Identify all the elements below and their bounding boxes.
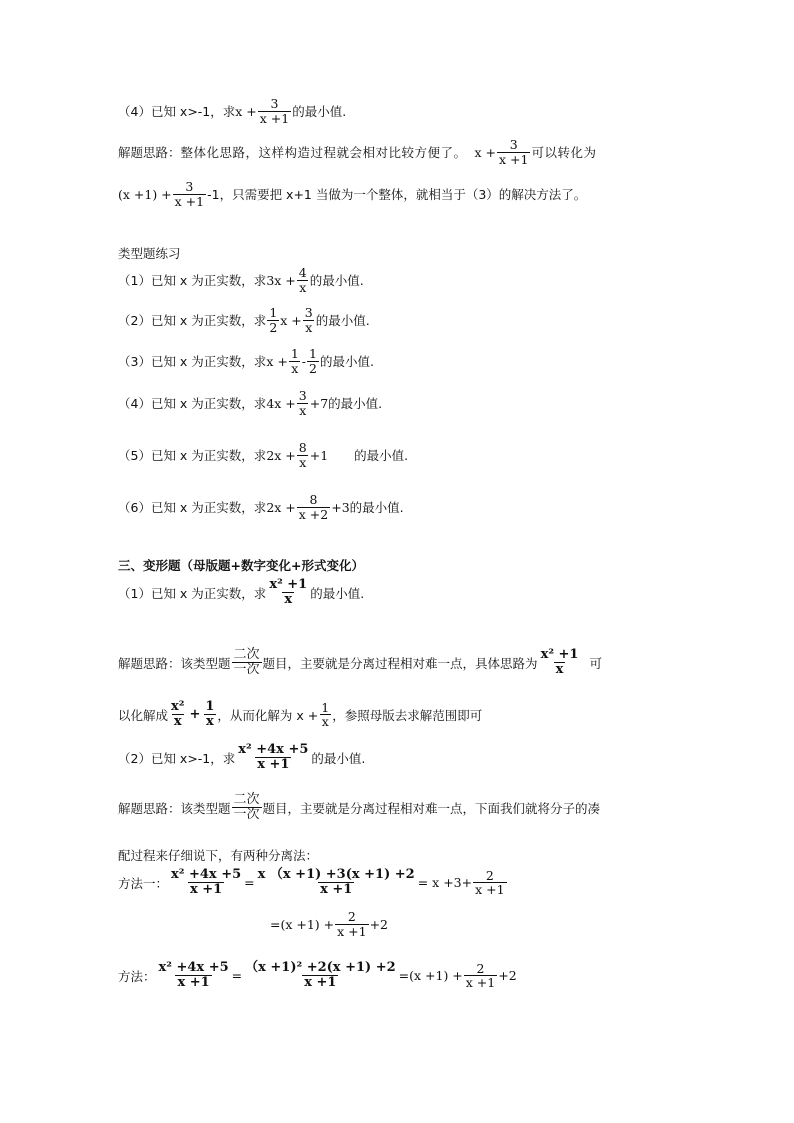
- fraction: $\frac{2}{x +1}$: [475, 867, 505, 898]
- hint-2-line-b: 以化解成 x² x + $\frac{1}{x}$ ，从而化解为 x + $\frac{1}{x}$ ，参照母版去求解范围即可: [118, 699, 483, 730]
- fraction: $\frac{8}{x}$: [298, 440, 307, 470]
- math-expr: x +: [235, 103, 257, 119]
- practice-item: （6） 已知 x 为正实数，求 2x + $\frac{8}{x +2}$ +3 的最小值.: [118, 492, 404, 522]
- hint-1-line: [118, 138, 597, 167]
- fraction: 二次 一次: [233, 792, 260, 823]
- fraction: $\frac{3}{x +1}$: [499, 137, 529, 167]
- method-2-line: 方法： $\frac{\text{x² +4x +5}}{x +1}$ = $\frac{\text{（x +1)² +2(x +1) +2}}{x +1}$ =(x +1) + $\frac{2}{x +1}$ +2: [118, 960, 517, 991]
- section-title-text: 三、变形题（母版题+数字变化+形式变化）: [118, 558, 364, 573]
- fraction: 1 2: [269, 305, 278, 335]
- method-1-line: 方法一： $\frac{\text{x² +4x +5}}{x +1}$ = $\frac{x (x +1) +3(x +1) +2}{x +1}$ = x +3+ $\frac{2}{x +1}$: [118, 867, 505, 898]
- variant-2-line: （2） 已知 x>-1，求 x² +4x +5 x +1 的最小值.: [118, 742, 366, 773]
- fraction: $\frac{3}{x +1}$: [259, 96, 290, 126]
- fraction: 二次 一次: [233, 647, 260, 678]
- fraction: x² +1 x: [269, 577, 308, 608]
- hint-3-line: 解题思路： 该类型题 二次 一次 题目，主要就是分离过程相对难一点，下面我们就将分子的凑: [118, 792, 601, 823]
- fraction: x² x: [171, 699, 185, 730]
- practice-title: [118, 244, 181, 262]
- fraction: $\frac{\text{x² +4x +5}}{x +1}$: [158, 960, 229, 991]
- hint-label: 解题思路：: [118, 145, 181, 161]
- fraction: $\frac{\text{x² +4x +5}}{x +1}$: [171, 867, 242, 898]
- practice-item: （3） 已知 x 为正实数，求 x + $\frac{1}{x}$ - 1 2 的最小值.: [118, 346, 374, 376]
- hint-text: 整体化思路，这样构造过程就会相对比较方便了。: [180, 145, 467, 161]
- fraction: $\frac{8}{x +2}$: [298, 492, 329, 522]
- hint-1-line-b: [118, 180, 586, 209]
- practice-item: （1） 已知 x 为正实数，求 3x + $\frac{4}{x}$ 的最小值.: [118, 265, 364, 295]
- practice-item: （5） 已知 x 为正实数，求 2x + $\frac{8}{x}$ +1 的最小值.: [118, 440, 409, 470]
- problem-suffix: 的最小值.: [292, 104, 347, 120]
- fraction: $\frac{3}{x +1}$: [174, 179, 205, 209]
- math-expr: (x +1) +: [118, 186, 172, 202]
- fraction: x² +4x +5 x +1: [238, 742, 309, 773]
- practice-item: （4） 已知 x 为正实数，求 4x + $\frac{3}{x}$ +7 的最小值.: [118, 388, 383, 418]
- math-expr: x +: [474, 144, 497, 160]
- problem-number: （4）: [118, 104, 151, 120]
- hint-text: -1，只需要把 x+1 当做为一个整体，就相当于（3）的解决方法了。: [207, 187, 587, 203]
- fraction: $\frac{2}{x +1}$: [465, 960, 496, 991]
- hint-2-line: 解题思路： 该类型题 二次 一次 题目，主要就是分离过程相对难一点，具体思路为 x² +1 x 可: [118, 647, 602, 678]
- section-3-title: [118, 556, 364, 574]
- fraction: $\frac{\text{（x +1)² +2(x +1) +2}}{x +1}$: [245, 960, 396, 991]
- hint-text-tail: 可以转化为: [531, 145, 597, 161]
- practice-title-text: 类型题练习: [118, 246, 181, 261]
- problem-text: 已知 x>-1，求: [150, 104, 236, 120]
- fraction: $\frac{1}{x}$: [205, 699, 215, 730]
- fraction: $\frac{2}{x +1}$: [337, 909, 367, 939]
- practice-item: （2） 已知 x 为正实数，求 1 2 x + $\frac{3}{x}$ 的最小值.: [118, 305, 370, 335]
- fraction: 1 2: [309, 346, 317, 376]
- problem-4-line: [118, 97, 346, 126]
- fraction: $\frac{x (x +1) +3(x +1) +2}{x +1}$: [257, 867, 415, 898]
- fraction: $\frac{1}{x}$: [321, 699, 330, 730]
- fraction: $\frac{4}{x}$: [298, 265, 307, 295]
- fraction: $\frac{3}{x}$: [298, 388, 307, 418]
- fraction: $\frac{1}{x}$: [290, 346, 299, 376]
- method-1-line-b: =(x +1) + $\frac{2}{x +1}$ +2: [270, 909, 389, 939]
- fraction: x² +1 x: [540, 647, 579, 678]
- hint-3-line-b: 配过程来仔细说下，有两种分离法：: [118, 848, 319, 863]
- variant-1-line: （1） 已知 x 为正实数，求 x² +1 x 的最小值.: [118, 577, 365, 608]
- fraction: $\frac{3}{x}$: [304, 305, 313, 335]
